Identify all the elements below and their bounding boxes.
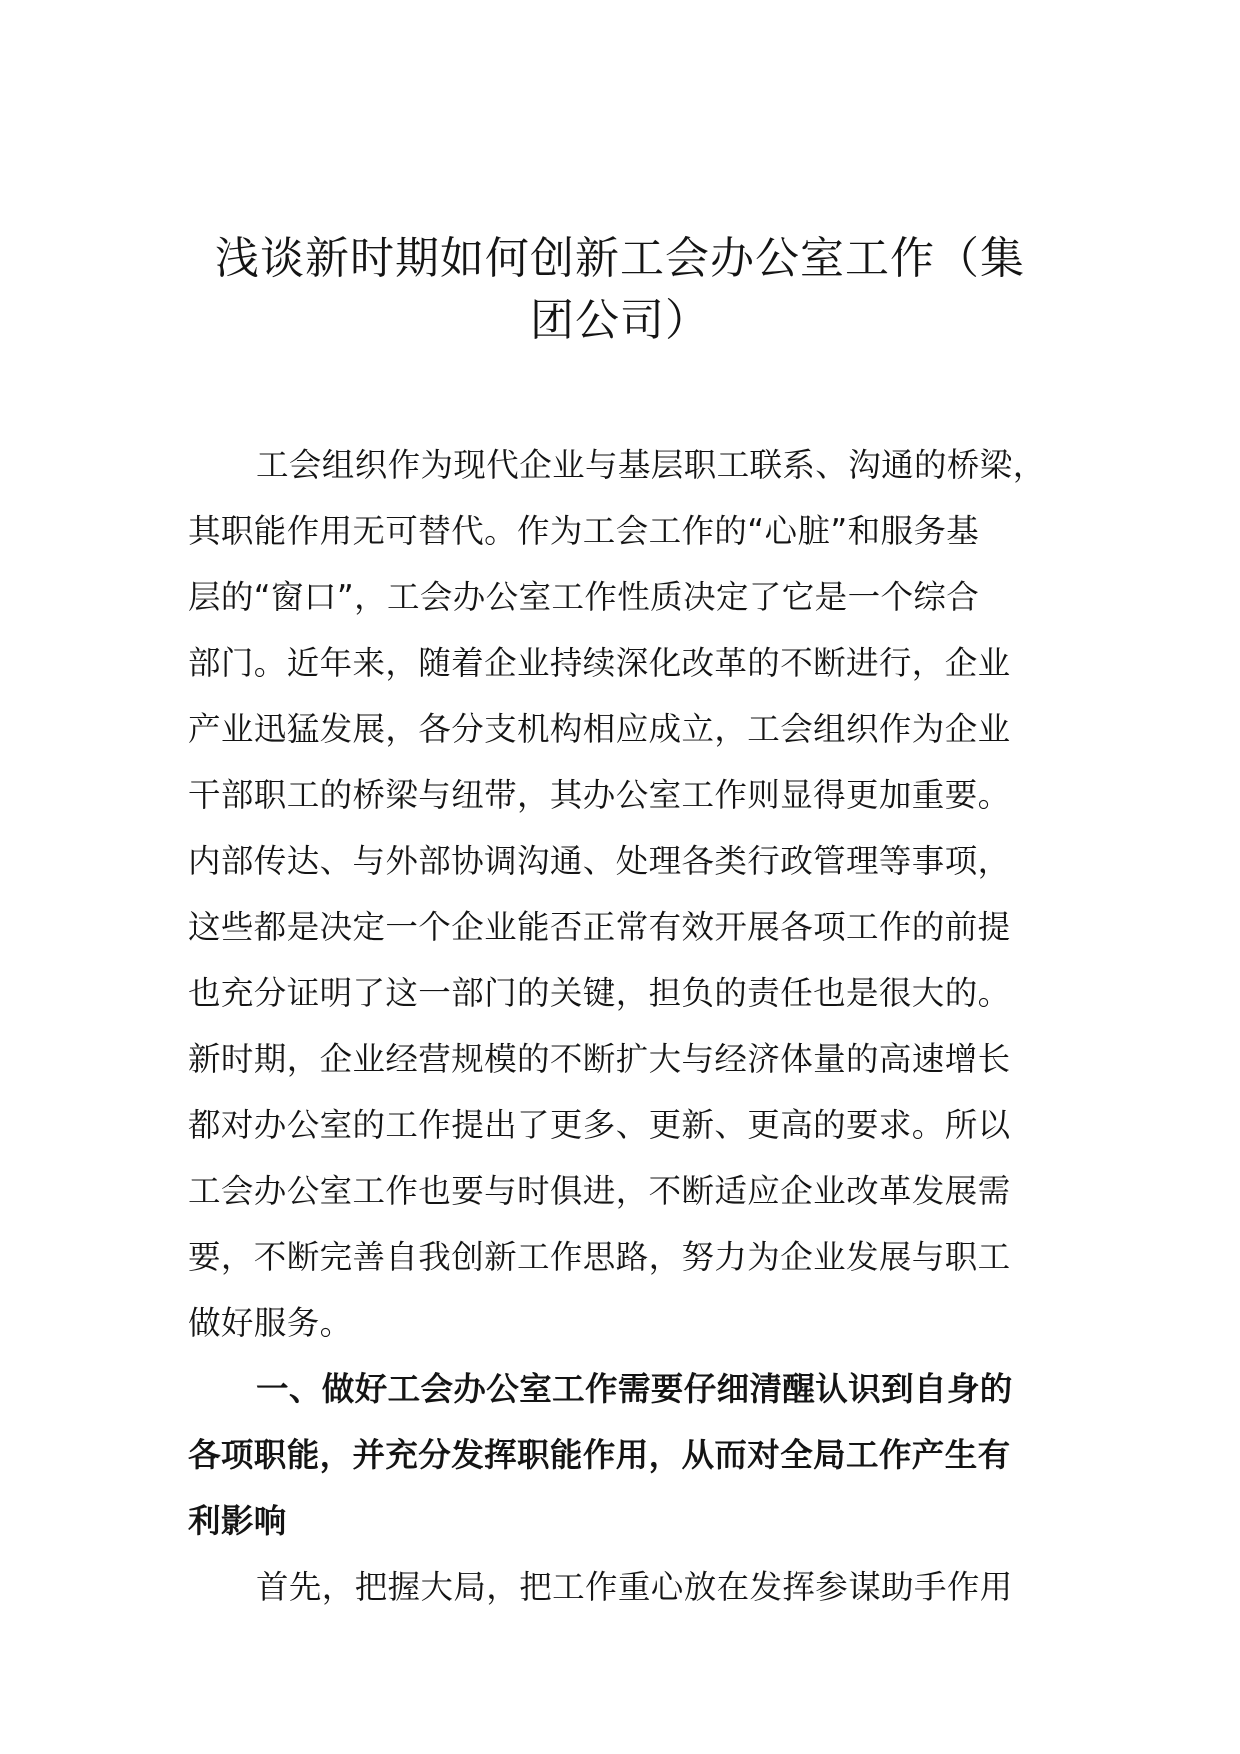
text-line: 首先，把握大局，把工作重心放在发挥参谋助手作用 <box>256 1568 1013 1606</box>
text-line: 其职能作用无可替代。作为工会工作的“心脏”和服务基 <box>188 512 980 550</box>
document-title <box>170 228 1070 352</box>
section-heading-1 <box>188 1356 1056 1554</box>
text-line: 层的“窗口”，工会办公室工作性质决定了它是一个综合 <box>188 578 980 616</box>
title-line: 浅谈新时期如何创新工会办公室工作（集 <box>215 233 1025 284</box>
heading-line: 一、做好工会办公室工作需要仔细清醒认识到自身的 <box>256 1370 1013 1408</box>
text-line: 部门。近年来，随着企业持续深化改革的不断进行，企业 <box>188 644 1011 682</box>
text-line: 也充分证明了这一部门的关键，担负的责任也是很大的。 <box>188 974 1011 1012</box>
text-line: 要，不断完善自我创新工作思路，努力为企业发展与职工 <box>188 1238 1011 1276</box>
text-line: 工会办公室工作也要与时俱进，不断适应企业改革发展需 <box>188 1172 1011 1210</box>
text-line: 新时期，企业经营规模的不断扩大与经济体量的高速增长 <box>188 1040 1011 1078</box>
text-line: 这些都是决定一个企业能否正常有效开展各项工作的前提 <box>188 908 1011 946</box>
text-line: 产业迅猛发展，各分支机构相应成立，工会组织作为企业 <box>188 710 1011 748</box>
text-line: 都对办公室的工作提出了更多、更新、更高的要求。所以 <box>188 1106 1011 1144</box>
text-line: 工会组织作为现代企业与基层职工联系、沟通的桥梁， <box>256 446 1046 484</box>
paragraph-intro <box>188 432 1056 1356</box>
text-line: 内部传达、与外部协调沟通、处理各类行政管理等事项， <box>188 842 1011 880</box>
heading-line: 利影响 <box>188 1502 287 1540</box>
heading-line: 各项职能，并充分发挥职能作用，从而对全局工作产生有 <box>188 1436 1011 1474</box>
text-line: 干部职工的桥梁与纽带，其办公室工作则显得更加重要。 <box>188 776 1011 814</box>
paragraph-2 <box>188 1554 1056 1620</box>
title-line: 团公司） <box>530 295 710 346</box>
document-body <box>188 432 1056 1620</box>
text-line: 做好服务。 <box>188 1304 353 1342</box>
